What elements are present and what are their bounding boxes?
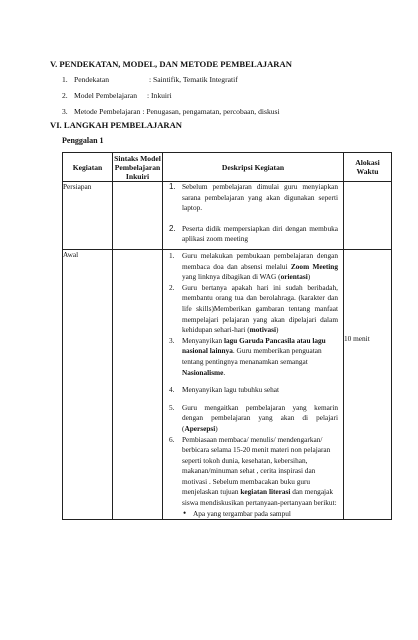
list-number: 2. [62,91,68,100]
table-row-persiapan [63,182,392,250]
list-number: 1. [169,251,175,260]
list-text: Menyanyikan lagu tubuhku sehat [182,385,280,395]
list-item-model [62,91,172,100]
list-number: 5. [169,402,175,412]
list-number: 1. [169,182,176,191]
table-row-awal [63,250,392,520]
list-text: Pembiasaan membaca/ menulis/ mendengarkan/ berbicara selama 15-20 menit materi non pelajaran seperti tokoh dunia, kesehatan, kebersihan, makanan/minuman sehat , cerita inspirasi dan motivasi . Sebelum membacakan buku guru menjelaskan tujuan [182,434,331,497]
desc-list [163,251,343,519]
cell-awal-alokasi: 10 menit [344,250,392,520]
cell-awal-kegiatan: Awal [63,250,113,520]
list-text: Guru mengaitkan pembelajaran yang kemarin dengan pembelajaran yang akan di pelajari ( [182,402,338,433]
list-text: ) [307,272,311,282]
list-label: Metode Pembelajaran [74,107,141,116]
header-kegiatan: Kegiatan [63,153,113,182]
cell-persiapan-kegiatan: Persiapan [63,182,113,250]
list-text-bold: Zoom Meeting [290,261,338,271]
cell-persiapan-alokasi [344,182,392,250]
cell-persiapan-deskripsi [163,182,344,250]
list-item [163,403,343,435]
list-number: 3. [169,335,175,345]
list-text: Guru bertanya apakah hari ini sudah beribadah, membantu orang tua dan berolahraga. (karakter dan life skills)Memberikan gambaran tentang manfaat mempelajari pelajaran yang akan dipelajari dalam kehidupan sehari-hari ( [182,282,338,335]
header-deskripsi: Deskripsi Kegiatan [163,153,344,182]
list-item [163,224,343,245]
list-number: 4. [169,385,175,395]
list-text: yang linknya dibagikan di WAG ( [182,272,281,282]
cell-awal-deskripsi [163,250,344,520]
section-5-title: V. PENDEKATAN, MODEL, DAN METODE PEMBELAJARAN [50,59,292,69]
list-text: Peserta didik mempersiapkan diri dengan membuka aplikasi zoom meeting [182,223,338,244]
list-number: 6. [169,434,175,444]
list-text: dan mengajak siswa mendiskusikan pertanyaan-pertanyaan berikut: [182,487,337,508]
list-text-bold: Nasionalisme [182,367,224,377]
list-item [163,435,343,520]
list-value: : Saintifik, Tematik Integratif [149,75,238,84]
list-text: Sebelum pembelajaran dimulai guru menyiapkan sarana pembelajaran yang akan digunakan seperti laptop. [182,182,338,213]
list-item [163,385,343,396]
list-text: . [223,367,226,377]
cell-awal-sintaks [113,250,163,520]
list-label: Pendekatan [74,75,110,84]
list-item [163,283,343,336]
list-text: ) [215,423,218,433]
header-sintaks: Sintaks Model Pembelajaran Inkuiri [114,153,161,181]
list-number: 3. [62,107,68,116]
list-text: . Guru memberikan penguatan tentang pentingnya menanamkan semangat [182,346,322,366]
list-value: : Penugasan, pengamatan, percobaan, diskusi [142,107,280,116]
list-text-bold: lagu Garuda Pancasila atau lagu nasional lainnya [182,335,326,356]
list-text: ) [276,325,279,335]
bullet-text: Apa yang tergambar pada sampul [193,508,291,518]
list-text-bold: orientasi [280,272,308,282]
list-text-bold: Apersepsi [184,423,216,433]
list-item [163,182,343,214]
list-text-bold: motivasi [249,325,277,335]
list-item [163,336,343,378]
list-number: 1. [62,75,68,84]
learning-steps-table [62,152,392,520]
cell-persiapan-sintaks [113,182,163,250]
list-text: Guru melakukan pembukaan pembelajaran dengan membaca doa dan absensi melalui [182,251,338,271]
list-text-bold: kegiatan literasi [240,487,291,497]
list-item [163,251,343,283]
list-number: 2. [169,223,176,233]
list-value: : Inkuiri [147,91,172,100]
bullet-item [182,509,338,520]
list-item-pendekatan [62,75,238,84]
header-alokasi: Alokasi Waktu [344,153,392,182]
list-item-metode [62,107,280,116]
list-label: Model Pembelajaran [74,91,138,100]
list-text: Menyanyikan [182,335,224,345]
section-6-title: VI. LANGKAH PEMBELAJARAN [50,120,183,130]
table-header-row [63,153,392,182]
section-6-subtitle: Penggalan 1 [62,136,104,145]
desc-list [163,182,343,245]
list-number: 2. [169,282,175,292]
